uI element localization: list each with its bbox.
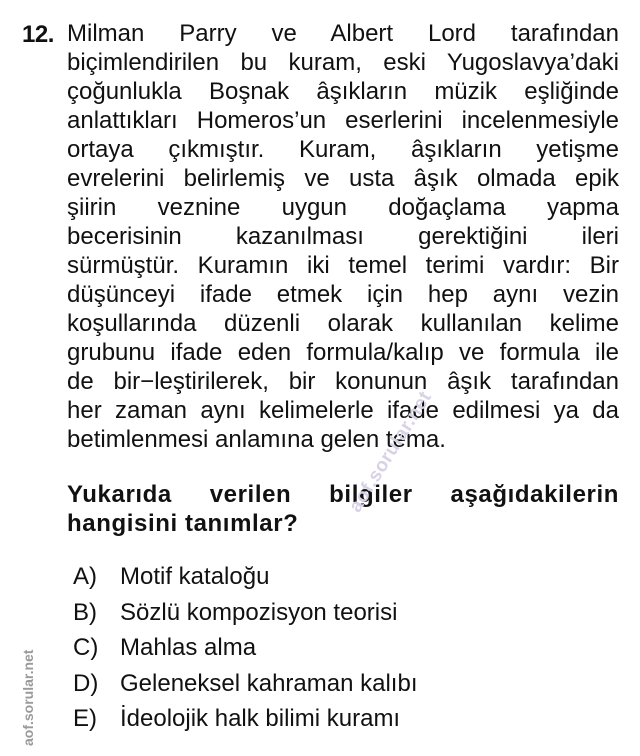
stem-line: düşünceyi ifade etmek için hep aynı vezin (67, 281, 619, 308)
option-b[interactable] (73, 597, 418, 633)
option-letter: A) (73, 563, 97, 590)
question-stem (67, 19, 619, 454)
stem-line: koşullarında düzenli olarak kullanılan kelime (67, 310, 619, 337)
option-text: Mahlas alma (120, 634, 257, 661)
stem-line: biçimlendirilen bu kuram, eski Yugoslavya’daki (67, 49, 619, 76)
option-d[interactable] (73, 668, 418, 704)
prompt-line: hangisini tanımlar? (67, 510, 299, 537)
option-letter: C) (73, 634, 99, 661)
question-prompt (67, 480, 619, 538)
answer-options (73, 561, 418, 739)
stem-line: evrelerini belirlemiş ve usta âşık olmada epik (67, 165, 619, 192)
option-letter: B) (73, 598, 97, 626)
stem-line: şiirin veznine uygun doğaçlama yapma (67, 194, 619, 221)
stem-line: anlattıkları Homeros’un eserlerini incelenmesiyle (67, 107, 619, 134)
question-number: 12. (22, 21, 54, 48)
option-c[interactable] (73, 632, 418, 668)
stem-line: her zaman aynı kelimelerle ifade edilmesi ya da (67, 397, 619, 424)
option-text: Geleneksel kahraman kalıbı (120, 669, 418, 697)
stem-line: betimlenmesi anlamına gelen tema. (67, 426, 446, 453)
stem-line: Milman Parry ve Albert Lord tarafından (67, 20, 619, 47)
stem-line: sürmüştür. Kuramın iki temel terimi vardır: Bir (67, 252, 619, 279)
option-letter: D) (73, 669, 99, 697)
option-e[interactable] (73, 703, 418, 739)
option-letter: E) (73, 705, 97, 732)
stem-line: de bir−leştirilerek, bir konunun âşık tarafından (67, 368, 619, 395)
stem-line: grubunu ifade eden formula/kalıp ve formula ile (67, 339, 619, 366)
side-watermark: aof.sorular.net (20, 649, 36, 746)
prompt-line: Yukarıda verilen bilgiler aşağıdakilerin (67, 481, 619, 508)
option-text: Motif kataloğu (120, 563, 270, 590)
stem-line: becerisinin kazanılması gerektiğini ileri (67, 223, 619, 250)
stem-line: çoğunlukla Boşnak âşıkların müzik eşliğinde (67, 78, 619, 105)
option-text: Sözlü kompozisyon teorisi (120, 598, 398, 626)
option-text: İdeolojik halk bilimi kuramı (120, 705, 401, 732)
stem-line: ortaya çıkmıştır. Kuram, âşıkların yetişme (67, 136, 619, 163)
diagonal-watermark: aof.sorular.net (345, 387, 437, 517)
option-a[interactable] (73, 561, 418, 597)
